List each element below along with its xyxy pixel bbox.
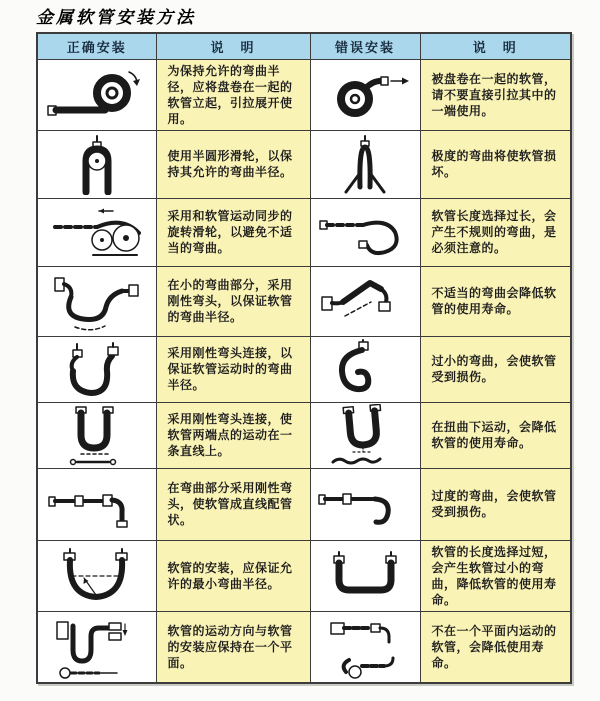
wrong-desc-cell: 软管的长度选择过短，会产生软管过小的弯曲，降低软管的使用寿命。 [420,540,571,611]
wrong-desc-cell: 在扭曲下运动，会降低软管的使用寿命。 [420,402,571,468]
correct-desc-cell: 采用和软管运动同步的旋转滑轮，以避免不适当的弯曲。 [156,198,310,266]
wrong-figure-cell [310,336,420,402]
correct-desc-cell: 软管的运动方向与软管的安装应保持在一个平面。 [156,611,310,683]
table-row [37,611,571,683]
hose-too-long-irregular-bend-icon [315,203,415,261]
table-row [37,540,571,611]
wrong-desc-cell: 软管长度选择过长，会产生不规则的弯曲，是必须注意的。 [420,198,571,266]
hose-too-short-flat-bend-icon [315,546,415,606]
correct-desc-cell: 采用刚性弯头连接，以保证软管运动时的弯曲半径。 [156,336,310,402]
table-row [37,336,571,402]
hose-bend-too-small-icon [315,339,415,399]
hose-on-semicircular-pulley-icon [47,133,147,195]
page-title: 金属软管安装方法 [36,8,196,27]
wrong-figure-cell [310,198,420,266]
u-hose-endpoints-on-straight-line-icon [47,404,147,466]
correct-figure-cell [37,402,156,468]
hose-improper-sharp-bend-icon [315,270,415,332]
correct-desc-cell: 软管的安装，应保证允许的最小弯曲半径。 [156,540,310,611]
correct-desc-cell: 采用刚性弯头连接，使软管两端点的运动在一条直线上。 [156,402,310,468]
u-hose-moving-under-twist-icon [315,404,415,466]
hose-excessively-bent-at-end-icon [315,475,415,533]
column-header-correct-explanation: 说 明 [156,33,310,59]
hose-extremely-bent-icon [315,133,415,195]
table-row [37,402,571,468]
wrong-figure-cell [310,540,420,611]
correct-figure-cell [37,540,156,611]
correct-figure-cell [37,266,156,336]
correct-figure-cell [37,468,156,540]
wrong-figure-cell [310,59,420,130]
correct-desc-cell: 使用半圆形滑轮，以保持其允许的弯曲半径。 [156,130,310,198]
coiled-hose-pulled-from-one-end-icon [315,66,415,124]
rigid-elbow-connection-u-bend-icon [47,339,147,399]
coiled-hose-stood-up-and-unrolled-icon [45,66,149,124]
straight-hose-with-rigid-elbow-icon [45,475,149,533]
correct-figure-cell [37,130,156,198]
wrong-figure-cell [310,266,420,336]
correct-desc-cell: 在小的弯曲部分，采用刚性弯头，以保证软管的弯曲半径。 [156,266,310,336]
hose-motion-in-different-planes-icon [315,614,415,680]
u-hose-minimum-bend-radius-icon [45,546,149,606]
wrong-desc-cell: 不在一个平面内运动的软管，会降低使用寿命。 [420,611,571,683]
table-row [37,198,571,266]
wrong-desc-cell: 过度的弯曲，会使软管受到损伤。 [420,468,571,540]
wrong-figure-cell [310,468,420,540]
correct-figure-cell [37,611,156,683]
table-row [37,266,571,336]
header-row [37,33,571,59]
table-row [37,59,571,130]
hose-motion-in-single-plane-icon [45,614,149,680]
correct-figure-cell [37,198,156,266]
correct-figure-cell [37,59,156,130]
column-header-correct-install: 正确安装 [37,33,156,59]
table-row [37,468,571,540]
correct-desc-cell: 为保持允许的弯曲半径，应将盘卷在一起的软管立起，引拉展开使用。 [156,59,310,130]
table-row [37,130,571,198]
column-header-wrong-explanation: 说 明 [420,33,571,59]
correct-desc-cell: 在弯曲部分采用刚性弯头，使软管成直线配管状。 [156,468,310,540]
correct-figure-cell [37,336,156,402]
column-header-wrong-install: 错误安装 [310,33,420,59]
wrong-figure-cell [310,611,420,683]
wrong-figure-cell [310,402,420,468]
installation-methods-table [36,32,572,684]
wrong-desc-cell: 过小的弯曲，会使软管受到损伤。 [420,336,571,402]
rigid-elbow-at-small-bend-icon [45,270,149,332]
wrong-desc-cell: 被盘卷在一起的软管，请不要直接引拉其中的一端使用。 [420,59,571,130]
hose-on-synchronized-rotating-pulleys-icon [45,203,149,261]
wrong-desc-cell: 极度的弯曲将使软管损坏。 [420,130,571,198]
wrong-desc-cell: 不适当的弯曲会降低软管的使用寿命。 [420,266,571,336]
wrong-figure-cell [310,130,420,198]
